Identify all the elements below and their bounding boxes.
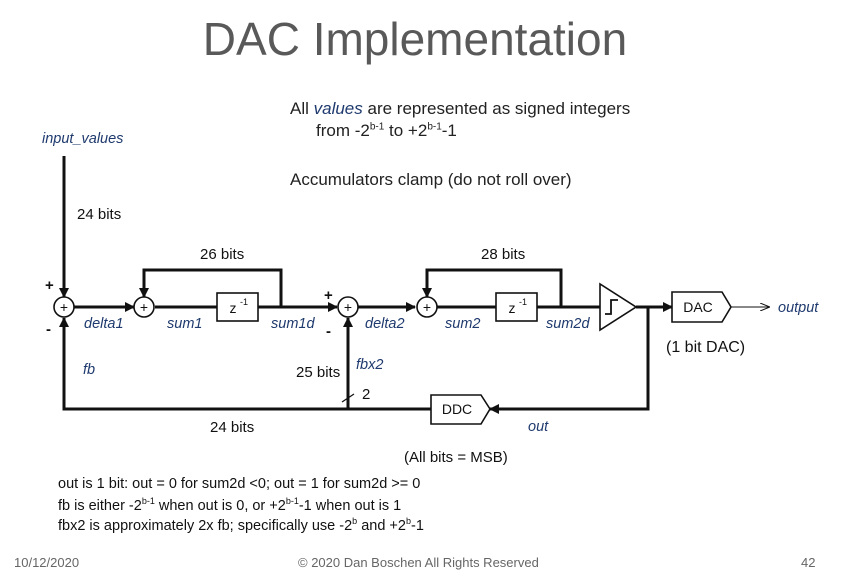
slide-title: DAC Implementation: [202, 13, 628, 65]
quantizer-triangle: [600, 284, 636, 330]
sum1d-label: sum1d: [271, 316, 315, 332]
footer-date: 10/12/2020: [14, 555, 80, 570]
input-bits-label: 24 bits: [77, 206, 122, 223]
delay-block-1: [217, 293, 258, 321]
condition-fb: fb is either -2$^{b-1}$ when out is 0, or $+2^{b-1}-1$ when out is 1: [58, 496, 402, 514]
fb-label: fb: [83, 362, 96, 378]
out-label: out: [528, 419, 549, 435]
sum2d-label: sum2d: [546, 316, 590, 332]
minus-sign: -: [46, 321, 51, 338]
sum-symbol: +: [139, 299, 149, 315]
input-values-label: input_values: [42, 131, 124, 147]
sum-symbol: +: [422, 299, 432, 315]
sum1-label: sum1: [167, 316, 203, 332]
delay-exp: -1: [239, 297, 249, 307]
fb-bits-label: 24 bits: [210, 419, 255, 436]
page-number: 42: [801, 555, 816, 570]
delay-z: z: [508, 300, 516, 316]
delta1-label: delta1: [84, 316, 124, 332]
loop1-feedback: [144, 270, 281, 307]
ddc-label: DDC: [441, 401, 473, 417]
shift-label: 2: [362, 386, 371, 403]
condition-fbx2: fbx2 is approximately 2x fb; specifically use -2$^b$ and $+2^b-1$: [58, 516, 424, 534]
dac-note: (1 bit DAC): [666, 339, 746, 356]
range-note: from -2$^{b-1}$ to $+2^{b-1}-1$: [316, 121, 457, 140]
clamp-note: Accumulators clamp (do not roll over): [290, 170, 572, 189]
fbx2-bits-label: 25 bits: [296, 364, 341, 381]
loop1-bits-label: 26 bits: [200, 246, 245, 263]
plus-sign: +: [45, 277, 54, 294]
minus-sign: -: [326, 323, 331, 340]
plus-sign: +: [324, 287, 333, 304]
sum2-label: sum2: [445, 316, 481, 332]
delta2-label: delta2: [365, 316, 405, 332]
sum-symbol: +: [59, 299, 69, 315]
delay-block-2: [496, 293, 537, 321]
signed-integers-note: All values are represented as signed integers: [290, 99, 631, 118]
condition-out: out is 1 bit: out = 0 for sum2d <0; out = 1 for sum2d >= 0: [58, 476, 421, 492]
loop2-bits-label: 28 bits: [481, 246, 526, 263]
ddc-note: (All bits = MSB): [404, 449, 508, 466]
fbx2-label: fbx2: [356, 357, 384, 373]
sum-symbol: +: [343, 299, 353, 315]
footer-copyright: © 2020 Dan Boschen All Rights Reserved: [298, 555, 539, 570]
delay-exp: -1: [518, 297, 528, 307]
output-label: output: [778, 300, 819, 316]
dac-label: DAC: [683, 299, 713, 315]
delay-z: z: [229, 300, 237, 316]
loop2-feedback: [427, 270, 561, 307]
